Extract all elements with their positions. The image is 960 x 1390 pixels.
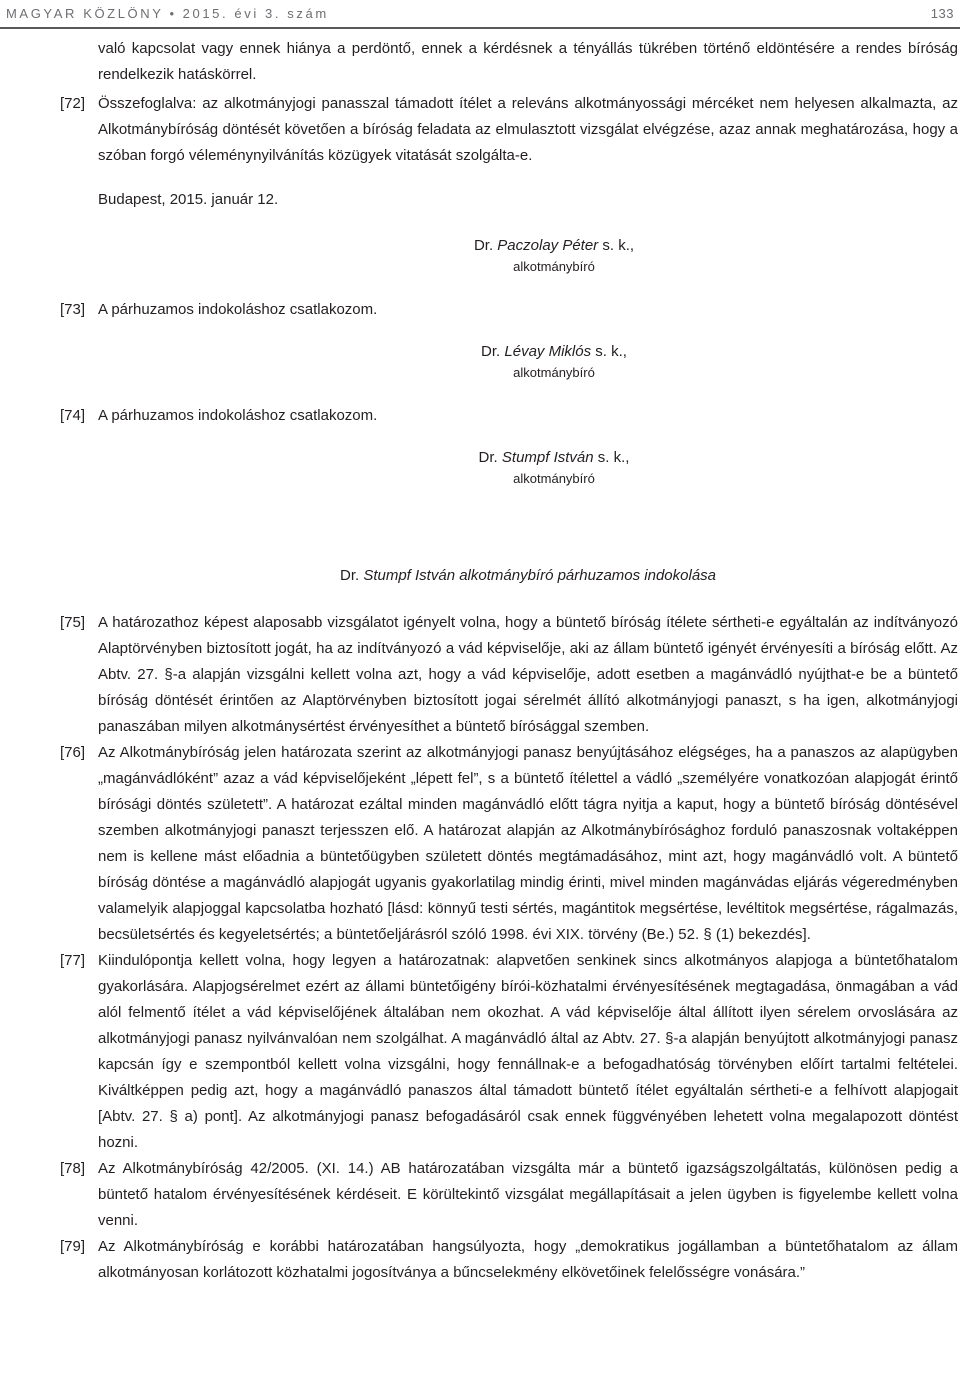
publication-name: MAGYAR KÖZLÖNY <box>6 5 164 21</box>
signature-paczolay <box>454 235 654 277</box>
signature-stumpf <box>454 447 654 489</box>
paragraph-number: [72] <box>60 95 86 112</box>
paragraph-number: [76] <box>60 744 86 761</box>
paragraph-number: [78] <box>60 1160 86 1177</box>
paragraph-75 <box>0 610 960 740</box>
paragraph-72 <box>0 91 960 169</box>
paragraph-number: [79] <box>60 1238 86 1255</box>
signature-role: alkotmánybíró <box>513 365 595 380</box>
signature-name: Dr. Paczolay Péter s. k., <box>473 237 635 254</box>
paragraph-text: Az Alkotmánybíróság jelen határozata szerint az alkotmányjogi panasz benyújtásához elégséges, ha a panaszos az alapügyben „magánvádlóként” azaz a vád képviselőjeként „lépett fel”, s a büntető ítélettel a vádló „személyére vonatkozóan alapjogát érintő bírósági döntés született”. A határozat ezáltal minden magánvádló előtt tágra nyitja a kaput, hogy a büntető bíróság döntésével szemben alkotmányjogi panaszt terjesszen elő. A határozat alapján az Alkotmánybírósághoz forduló panaszosnak voltaképpen nem is kellene mást előadnia a büntetőügyben született döntés megtámadásához, mint azt, hogy magánvádló volt. A büntető bíróság döntése a magánvádló alapjogát ugyanis gyakorlatilag mindig érinti, mivel minden magánvádas eljárás végeredményben valamelyik alapjoggal kapcsolatba hozható [lásd: könnyű testi sértés, magántitok megsértése, levéltitok megsértése, rágalmazás, becsületsértés és kegyeletsértés; a büntetőeljárásról szóló 1998. évi XIX. törvény (Be.) 52. § (1) bekezdés]. <box>98 744 958 943</box>
section-title: Dr. Stumpf István alkotmánybíró párhuzamos indokolása <box>339 567 717 584</box>
paragraph-text: Kiindulópontja kellett volna, hogy legyen a határozatnak: alapvetően senkinek sincs alkotmányos alapjoga a büntetőhatalom gyakorlására. Alapjogsérelmet ezért az állami büntetőigény bírói-közhatalmi érvényesítésének megtagadása, önmagában a vád alól felmentő ítélet a vád képviselőjének általában nem okozhat. A vád képviselője által állított ilyen sérelem orvoslására az alkotmányjogi panasz nyilvánvalóan nem szolgálhat. A magánvádló által az Abtv. 27. §-a alapján benyújtott alkotmányjogi panasz kapcsán így e szempontból kellett volna vizsgálni, hogy fennállnak-e a befogadhatóság törvényben előírt tartalmi feltételei. Kiváltképpen pedig azt, hogy a magánvádló panaszos által támadott büntető ítélet egyáltalán sértheti-e a felhívott alapjogait [Abtv. 27. § a) pont]. Az alkotmányjogi panasz befogadásáról csak ennek függvényében lehetett volna megalapozott döntést hozni. <box>98 952 958 1151</box>
paragraph-73 <box>0 297 960 323</box>
signature-role: alkotmánybíró <box>513 259 595 274</box>
paragraph-number: [74] <box>60 407 86 424</box>
signature-levay <box>454 341 654 383</box>
place-date-text: Budapest, 2015. január 12. <box>98 191 279 208</box>
paragraph-text: A párhuzamos indokoláshoz csatlakozom. <box>98 407 378 424</box>
paragraph-number: [75] <box>60 614 86 631</box>
header-divider <box>0 27 960 29</box>
paragraph-76 <box>0 740 960 948</box>
paragraph-78 <box>0 1156 960 1234</box>
paragraph-number: [77] <box>60 952 86 969</box>
paragraph-74 <box>0 403 960 429</box>
signature-role: alkotmánybíró <box>513 471 595 486</box>
intro-paragraph <box>0 36 960 88</box>
paragraph-text: való kapcsolat vagy ennek hiánya a perdöntő, ennek a kérdésnek a tényállás tükrében történő eldöntésére a rendes bíróság rendelkezik hatáskörrel. <box>98 40 958 83</box>
signature-name: Dr. Lévay Miklós s. k., <box>481 343 627 360</box>
page-number: 133 <box>930 5 954 21</box>
page-content <box>0 36 960 1286</box>
signature-name: Dr. Stumpf István s. k., <box>478 449 630 466</box>
page-header <box>0 0 960 26</box>
paragraph-77 <box>0 948 960 1156</box>
place-date <box>0 187 960 213</box>
paragraph-text: A határozathoz képest alaposabb vizsgálatot igényelt volna, hogy a büntető bíróság ítélete sértheti-e egyáltalán az indítványozó Alaptörvényben biztosított jogát, ha az indítványozó a vád képviselője, aki az állam büntető igényét érvényesíti a bíróság előtt. Az Abtv. 27. §-a alapján vizsgálni kellett volna azt, hogy a vád képviselője, adott esetben a magánvádló nyújthat-e be a büntető bíróság döntését érintően az Alaptörvényben biztosított jogai sérelmét állító alkotmányjogi panaszt, s ha igen, alkotmányjogi panaszában milyen alkotmánysértést érvényesíthet a büntető bírósággal szemben. <box>98 614 958 735</box>
header-left <box>6 6 329 21</box>
issue-label: 2015. évi 3. szám <box>182 5 329 21</box>
paragraph-text: Összefoglalva: az alkotmányjogi panasszal támadott ítélet a releváns alkotmányossági mércéket nem helyesen alkalmazta, az Alkotmánybíróság döntését követően a bíróság feladata az elmulasztott vizsgálat elvégzése, azaz annak meghatározása, hogy a szóban forgó véleménynyilvánítás közügyek vitatását szolgálta-e. <box>98 95 958 164</box>
paragraph-text: Az Alkotmánybíróság 42/2005. (XI. 14.) AB határozatában vizsgálta már a büntető igazságszolgáltatás, különösen pedig a büntető hatalom érvényesítésének kérdéseit. E körültekintő vizsgálat megállapításait a jelen ügyben is figyelembe kellett volna venni. <box>98 1160 958 1229</box>
paragraph-number: [73] <box>60 301 86 318</box>
paragraph-79 <box>0 1234 960 1286</box>
header-bullet: • <box>169 5 177 21</box>
paragraph-text: A párhuzamos indokoláshoz csatlakozom. <box>98 301 378 318</box>
paragraph-text: Az Alkotmánybíróság e korábbi határozatában hangsúlyozta, hogy „demokratikus jogállamban a büntetőhatalom az állam alkotmányosan korlátozott közhatalmi jogosítványa a bűncselekmény elkövetőinek felelősségre vonására.” <box>98 1238 958 1281</box>
